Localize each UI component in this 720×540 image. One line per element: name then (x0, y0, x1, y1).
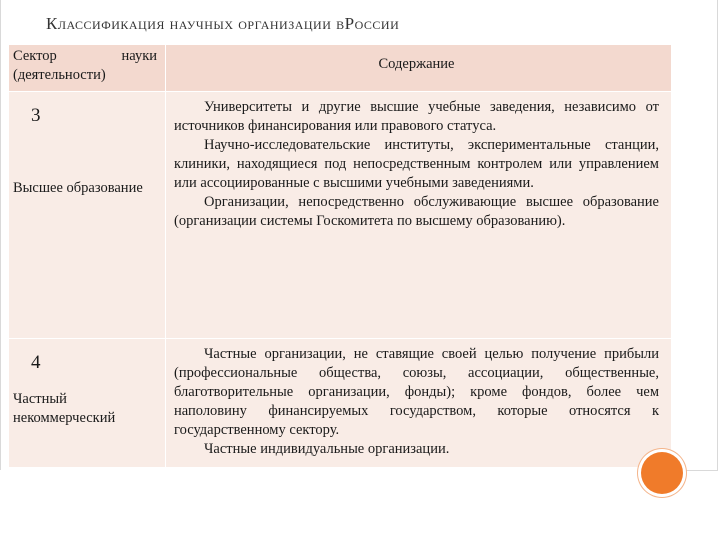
row-number: 4 (31, 352, 41, 373)
slide-frame-right (677, 0, 718, 471)
header-sector-sublabel: (деятельности) (13, 67, 106, 83)
content-paragraph: Частные индивидуальные организации. (204, 441, 450, 457)
content-paragraph: Частные организации, не ставящие своей целью получение прибыли (профессиональные общества, союзы, ассоциации, общественные, благотворительные организации, фонды); кроме фондов, более чем наполовину финансируемых государством, которые относятся к государственному сектору. (174, 346, 659, 438)
content-cell (166, 92, 672, 339)
header-sector-label: Сектор науки (13, 48, 157, 64)
row-number: 3 (31, 105, 41, 126)
content-paragraph: Организации, непосредственно обслуживающие высшее образование (организации системы Госкомитета по высшему образованию). (174, 194, 659, 229)
table-row (9, 339, 672, 468)
sector-name: Частный некоммерческий (13, 391, 116, 426)
header-sector-cell (9, 45, 166, 92)
sector-cell (9, 92, 166, 339)
decorative-circle (641, 452, 683, 494)
content-paragraph: Университеты и другие высшие учебные заведения, независимо от источников финансирования или правового статуса. (174, 99, 659, 134)
table-header-row (9, 45, 672, 92)
content-paragraph: Научно-исследовательские институты, экспериментальные станции, клиники, находящиеся под непосредственным контролем или управлением или ассоциированные с высшими учебными заведениями. (174, 137, 659, 191)
header-content-cell (166, 45, 672, 92)
classification-table (8, 44, 672, 468)
table-row (9, 92, 672, 339)
header-content-label: Содержание (378, 56, 455, 72)
content-cell (166, 339, 672, 468)
sector-name: Высшее образование (13, 180, 143, 196)
sector-cell (9, 339, 166, 468)
slide-title: Классификация научных организации вРоссии (46, 14, 400, 33)
